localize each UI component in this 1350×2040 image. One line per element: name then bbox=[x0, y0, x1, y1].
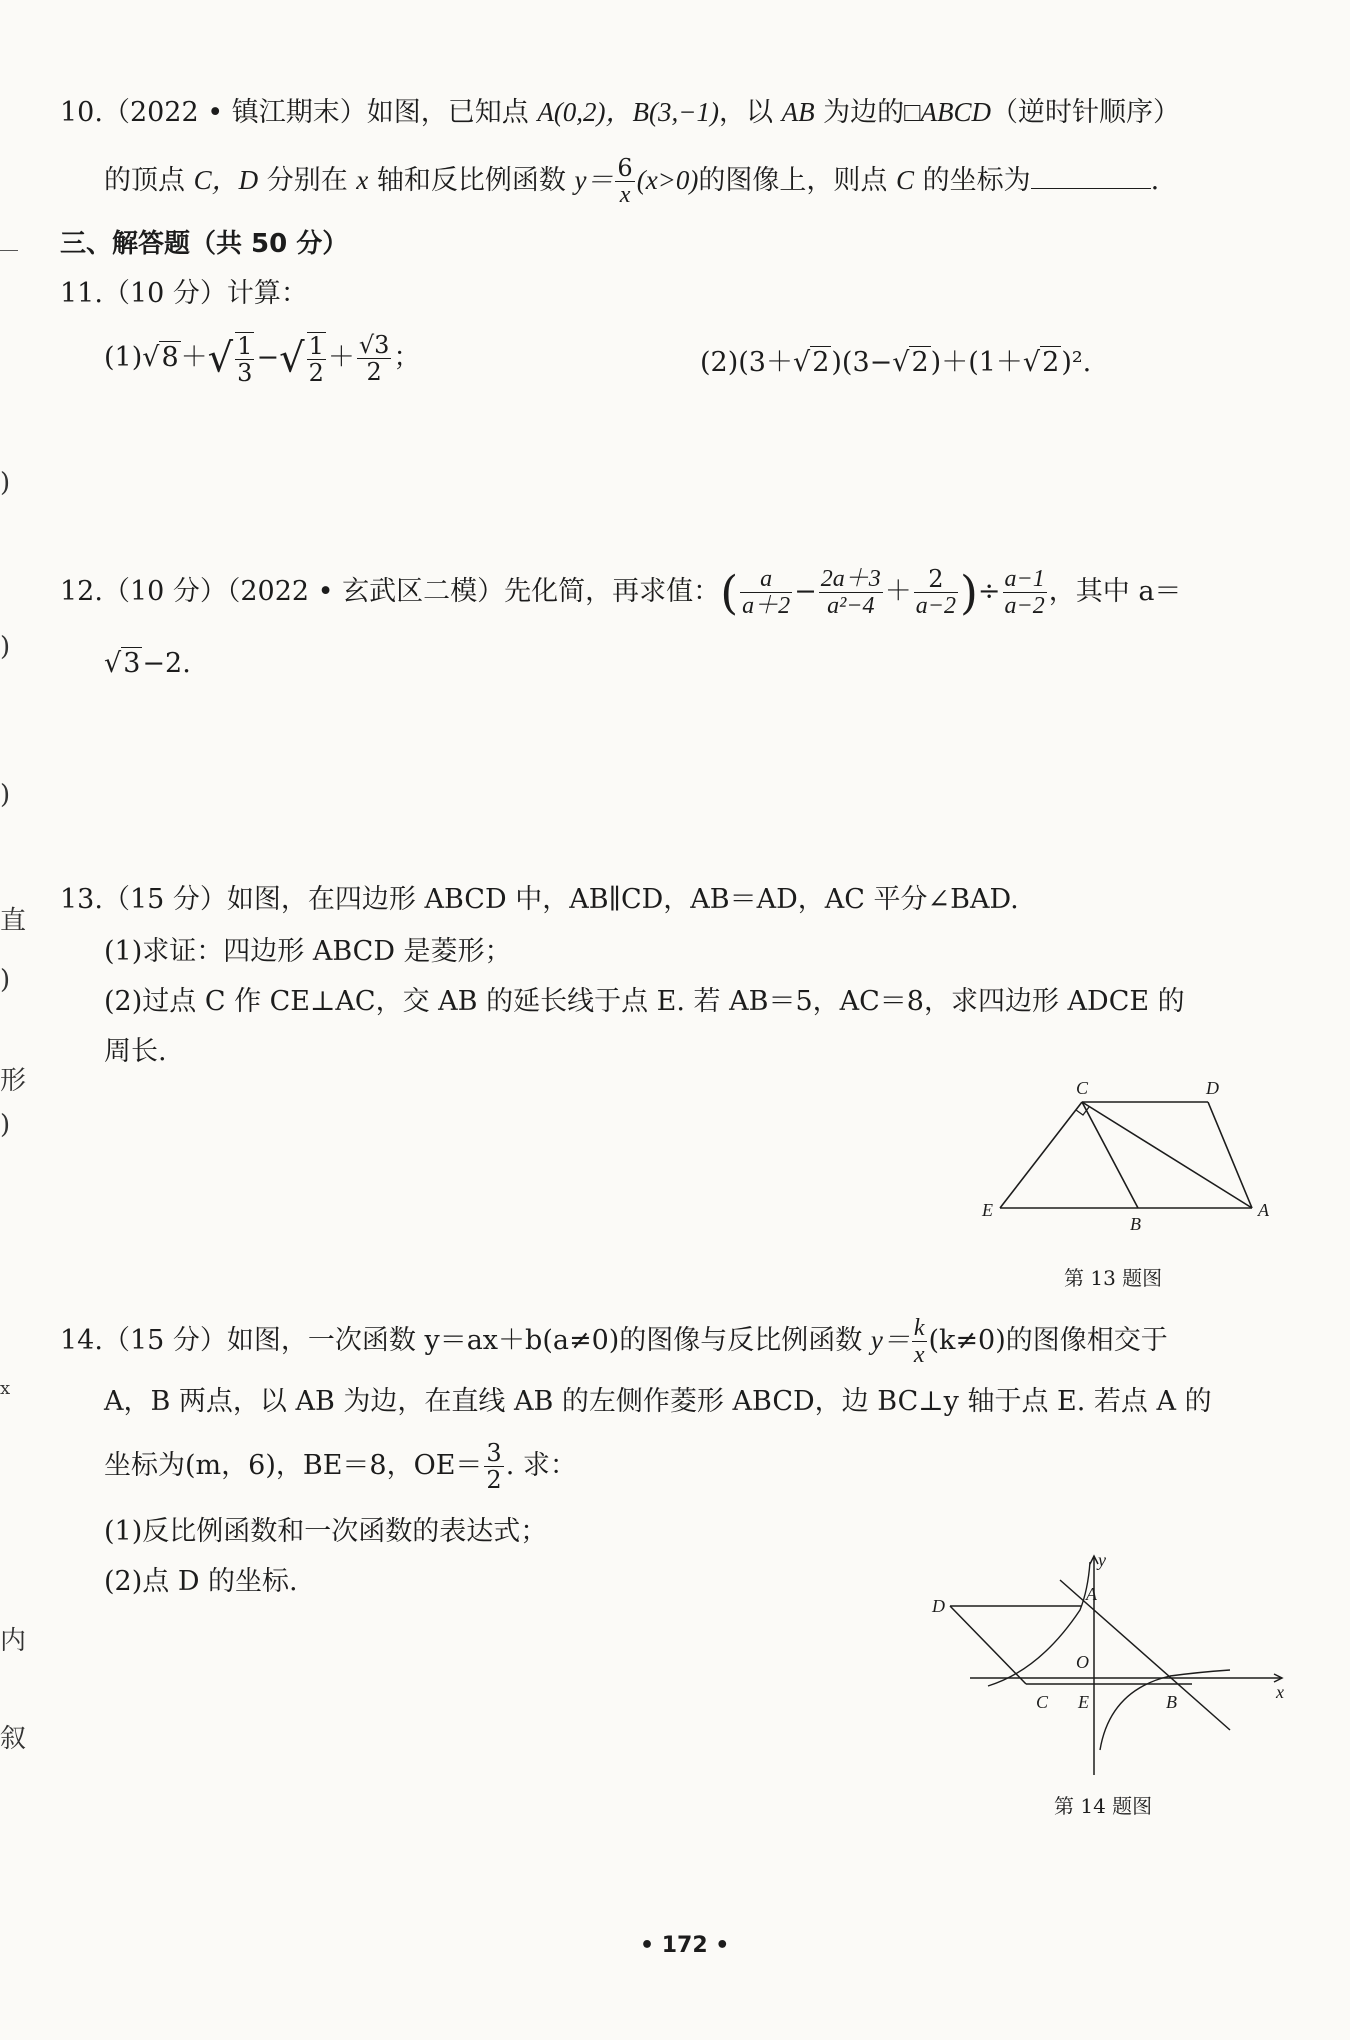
hyperbola-left-branch bbox=[988, 1562, 1090, 1686]
label-c: C bbox=[1036, 1692, 1049, 1712]
segment-ca bbox=[1082, 1102, 1252, 1208]
q11-head: 11.（10 分）计算： bbox=[60, 278, 308, 309]
q12-line2: √3−2. bbox=[104, 648, 191, 679]
label-e: E bbox=[982, 1200, 993, 1220]
label-c: C bbox=[1076, 1078, 1089, 1098]
label-d: D bbox=[932, 1596, 945, 1616]
label-e: E bbox=[1078, 1692, 1089, 1712]
q13-line4: 周长. bbox=[104, 1036, 167, 1067]
q13-line3: (2)过点 C 作 CE⊥AC，交 AB 的延长线于点 E. 若 AB＝5，AC＝8，求四边形 ADCE 的 bbox=[104, 986, 1185, 1017]
q14-line4: (1)反比例函数和一次函数的表达式； bbox=[104, 1516, 548, 1547]
q10-line1: 10.（2022 • 镇江期末）如图，已知点 A(0,2)，B(3,−1)，以 AB 为边的□ABCD（逆时针顺序） bbox=[60, 97, 1180, 128]
q13-line1: 13.（15 分）如图，在四边形 ABCD 中，AB∥CD，AB＝AD，AC 平分∠BAD. bbox=[60, 884, 1019, 915]
answer-blank bbox=[1031, 164, 1151, 189]
figure-14-caption: 第 14 题图 bbox=[1054, 1794, 1153, 1818]
q13-line2: (1)求证：四边形 ABCD 是菱形； bbox=[104, 936, 512, 967]
q11-part2: (2)(3＋√2)(3−√2)＋(1＋√2)². bbox=[700, 347, 1092, 378]
q14-line1: 14.（15 分）如图，一次函数 y＝ax＋b(a≠0)的图像与反比例函数 y＝ $\frac{k}{x}$ (k≠0)的图像相交于 bbox=[60, 1315, 1168, 1368]
q14-line3: 坐标为(m，6)，BE＝8，OE＝ $\frac{3}{2}$ . 求： bbox=[104, 1439, 577, 1494]
q10-line2: 的顶点 C，D 分别在 x 轴和反比例函数 y＝ $\frac{6}{x}$ (x>0)的图像上，则点 C 的坐标为 . bbox=[104, 154, 1160, 208]
segment-ce bbox=[1000, 1102, 1082, 1208]
label-y: y bbox=[1098, 1550, 1106, 1570]
margin-fragment: 内 bbox=[0, 1626, 27, 1656]
margin-fragment: ) bbox=[0, 632, 11, 662]
figure-14 bbox=[930, 1550, 1290, 1780]
margin-fragment: 叙 bbox=[0, 1724, 27, 1754]
label-o: O bbox=[1076, 1652, 1089, 1672]
margin-fragment: 形 bbox=[0, 1066, 27, 1096]
segment-da bbox=[1208, 1102, 1252, 1208]
figure-13 bbox=[980, 1070, 1290, 1240]
margin-rule bbox=[0, 250, 18, 251]
page-number: • 172 • bbox=[640, 1933, 730, 1958]
label-a: A bbox=[1086, 1584, 1097, 1604]
label-b: B bbox=[1130, 1214, 1141, 1234]
margin-fragment: ) bbox=[0, 780, 11, 810]
q14-line2: A，B 两点，以 AB 为边，在直线 AB 的左侧作菱形 ABCD，边 BC⊥y 轴于点 E. 若点 A 的 bbox=[104, 1386, 1212, 1417]
label-x: x bbox=[1276, 1682, 1284, 1702]
margin-fragment: x bbox=[0, 1378, 11, 1399]
margin-fragment: ) bbox=[0, 1110, 11, 1140]
figure-13-caption: 第 13 题图 bbox=[1064, 1266, 1163, 1290]
label-d: D bbox=[1206, 1078, 1219, 1098]
fraction: $\frac{6}{x}$ bbox=[617, 154, 633, 208]
section-heading: 三、解答题（共 50 分） bbox=[60, 229, 349, 259]
segment-cb bbox=[1082, 1102, 1138, 1208]
label-b: B bbox=[1166, 1692, 1177, 1712]
q14-line5: (2)点 D 的坐标. bbox=[104, 1566, 298, 1597]
q11-part1: (1)√8＋√ $\frac{1}{3}$ −√ $\frac{1}{2}$ ＋ $\frac{√3}{2}$ ； bbox=[104, 331, 421, 387]
label-a: A bbox=[1258, 1200, 1269, 1220]
hyperbola-right-branch bbox=[1100, 1670, 1230, 1750]
margin-fragment: ) bbox=[0, 965, 11, 995]
segment-dc bbox=[950, 1606, 1026, 1684]
margin-fragment: ) bbox=[0, 468, 11, 498]
q12-line1: 12.（10 分）（2022 • 玄武区二模）先化简，再求值：( $\frac{a}{a+2}$ − $\frac{2a+3}{\text{a²−4}}$ ＋ $\frac{2}{a-2}$ )÷ $\frac{a-1}{a-2}$ ，其中 a＝ bbox=[60, 565, 1182, 620]
margin-fragment: 直 bbox=[0, 906, 27, 936]
